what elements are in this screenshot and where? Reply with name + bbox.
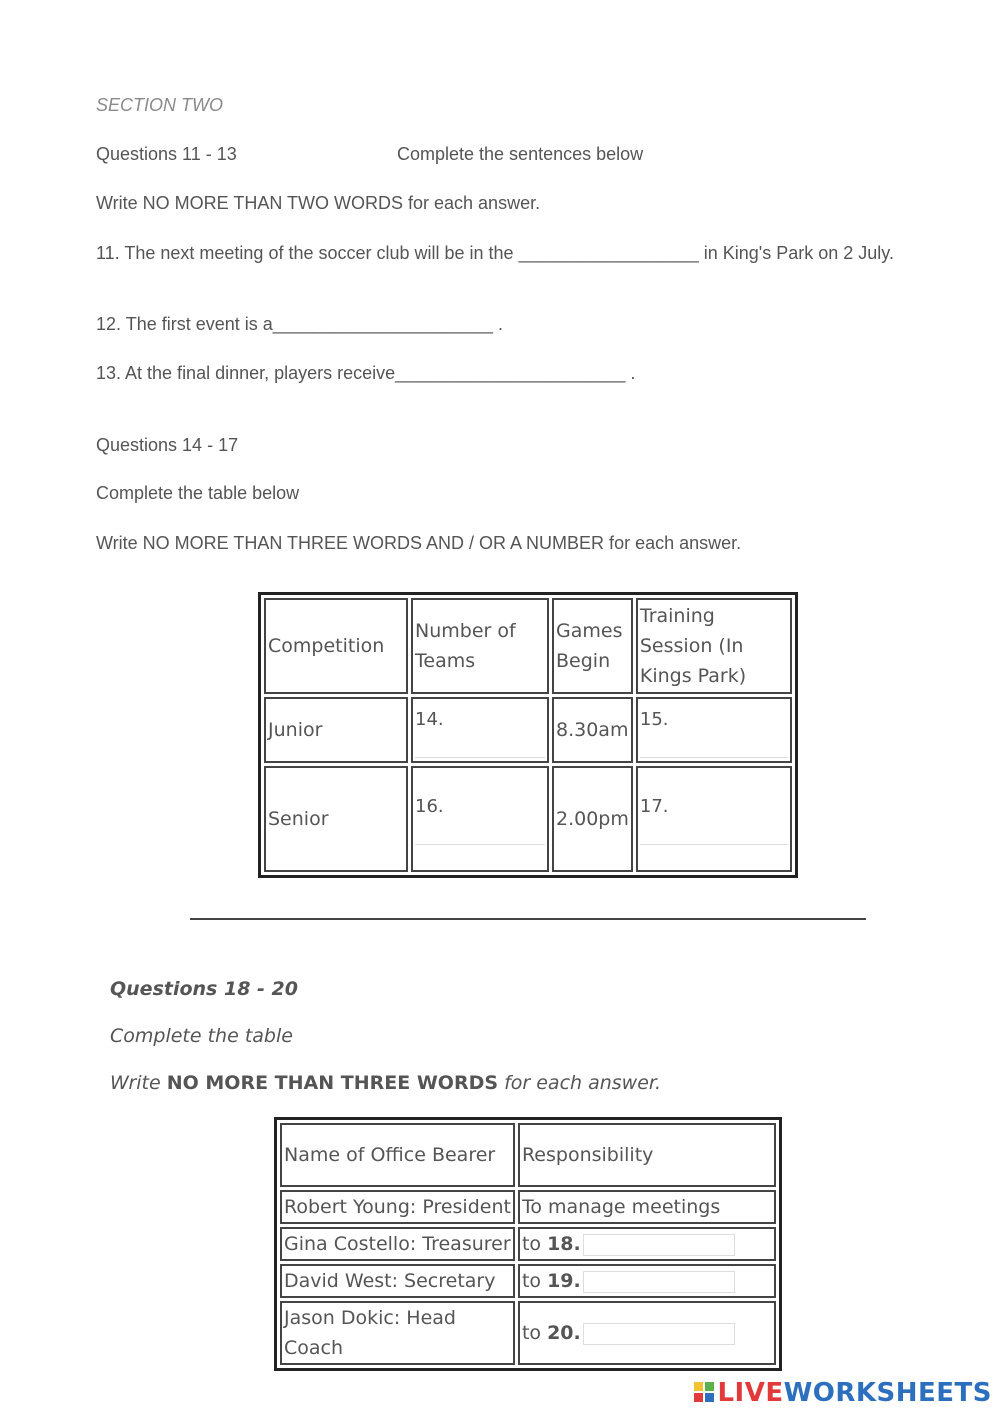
question-number: 17. [639, 796, 669, 817]
name-cell: David West: Secretary [280, 1264, 515, 1298]
liveworksheets-logo: LIVEWORKSHEETS [693, 1378, 992, 1408]
questions-18-20-instruction: Complete the table [110, 1025, 293, 1047]
games-begin-cell: 8.30am [552, 697, 633, 763]
question-13: 13. At the final dinner, players receive_______________________ . [96, 363, 636, 383]
answer-field-15[interactable] [640, 737, 788, 758]
answer-cell [411, 697, 549, 763]
answer-field-14[interactable] [415, 737, 545, 758]
office-bearers-table [274, 1117, 782, 1371]
responsibility-cell: to 19. [518, 1264, 776, 1298]
question-12: 12. The first event is a______________________ . [96, 314, 503, 334]
question-11: 11. The next meeting of the soccer club will be in the __________________ in King's Park on 2 July. [96, 243, 894, 263]
questions-14-17-word-limit: Write NO MORE THAN THREE WORDS AND / OR A NUMBER for each answer. [96, 533, 742, 553]
answer-field-18[interactable] [583, 1234, 735, 1256]
question-number: 16. [415, 796, 444, 817]
question-number: 15. [639, 709, 669, 730]
section-title: SECTION TWO [96, 95, 223, 115]
header-name: Name of Office Bearer [280, 1123, 515, 1187]
games-begin-cell: 2.00pm [552, 766, 633, 872]
questions-18-20-word-limit: Write NO MORE THAN THREE WORDS for each answer. [110, 1072, 662, 1094]
header-games-begin: Games Begin [552, 598, 633, 694]
answer-cell [636, 697, 792, 763]
answer-field-16[interactable] [415, 824, 545, 845]
responsibility-cell: to 18. [518, 1227, 776, 1261]
answer-field-17[interactable] [640, 824, 788, 845]
responsibility-cell: To manage meetings [518, 1190, 776, 1224]
questions-14-17-heading: Questions 14 - 17 [96, 435, 239, 455]
table-row [280, 1301, 776, 1365]
header-number-of-teams: Number of Teams [411, 598, 549, 694]
name-cell: Gina Costello: Treasurer [280, 1227, 515, 1261]
answer-field-20[interactable] [583, 1323, 735, 1345]
questions-11-13-word-limit: Write NO MORE THAN TWO WORDS for each answer. [96, 193, 541, 213]
answer-cell [411, 766, 549, 872]
competition-table [258, 592, 798, 878]
liveworksheets-icon [693, 1380, 715, 1404]
table-row [280, 1264, 776, 1298]
answer-cell [636, 766, 792, 872]
table-header-row [264, 598, 792, 694]
name-cell: Jason Dokic: Head Coach [280, 1301, 515, 1365]
answer-field-19[interactable] [583, 1271, 735, 1293]
table-row [264, 697, 792, 763]
question-number: 14. [415, 709, 444, 730]
questions-14-17-instruction: Complete the table below [96, 483, 300, 503]
table-row [280, 1227, 776, 1261]
table-row [264, 766, 792, 872]
section-divider [190, 918, 866, 920]
table-row [280, 1190, 776, 1224]
header-competition: Competition [264, 598, 408, 694]
name-cell: Robert Young: President [280, 1190, 515, 1224]
questions-11-13-instruction: Complete the sentences below [397, 144, 644, 164]
header-responsibility: Responsibility [518, 1123, 776, 1187]
table-header-row [280, 1123, 776, 1187]
questions-11-13-heading: Questions 11 - 13 [96, 144, 237, 164]
responsibility-cell: to 20. [518, 1301, 776, 1365]
competition-cell: Senior [264, 766, 408, 872]
competition-cell: Junior [264, 697, 408, 763]
header-training-session: Training Session (In Kings Park) [636, 598, 792, 694]
questions-18-20-heading: Questions 18 - 20 [110, 978, 298, 1000]
